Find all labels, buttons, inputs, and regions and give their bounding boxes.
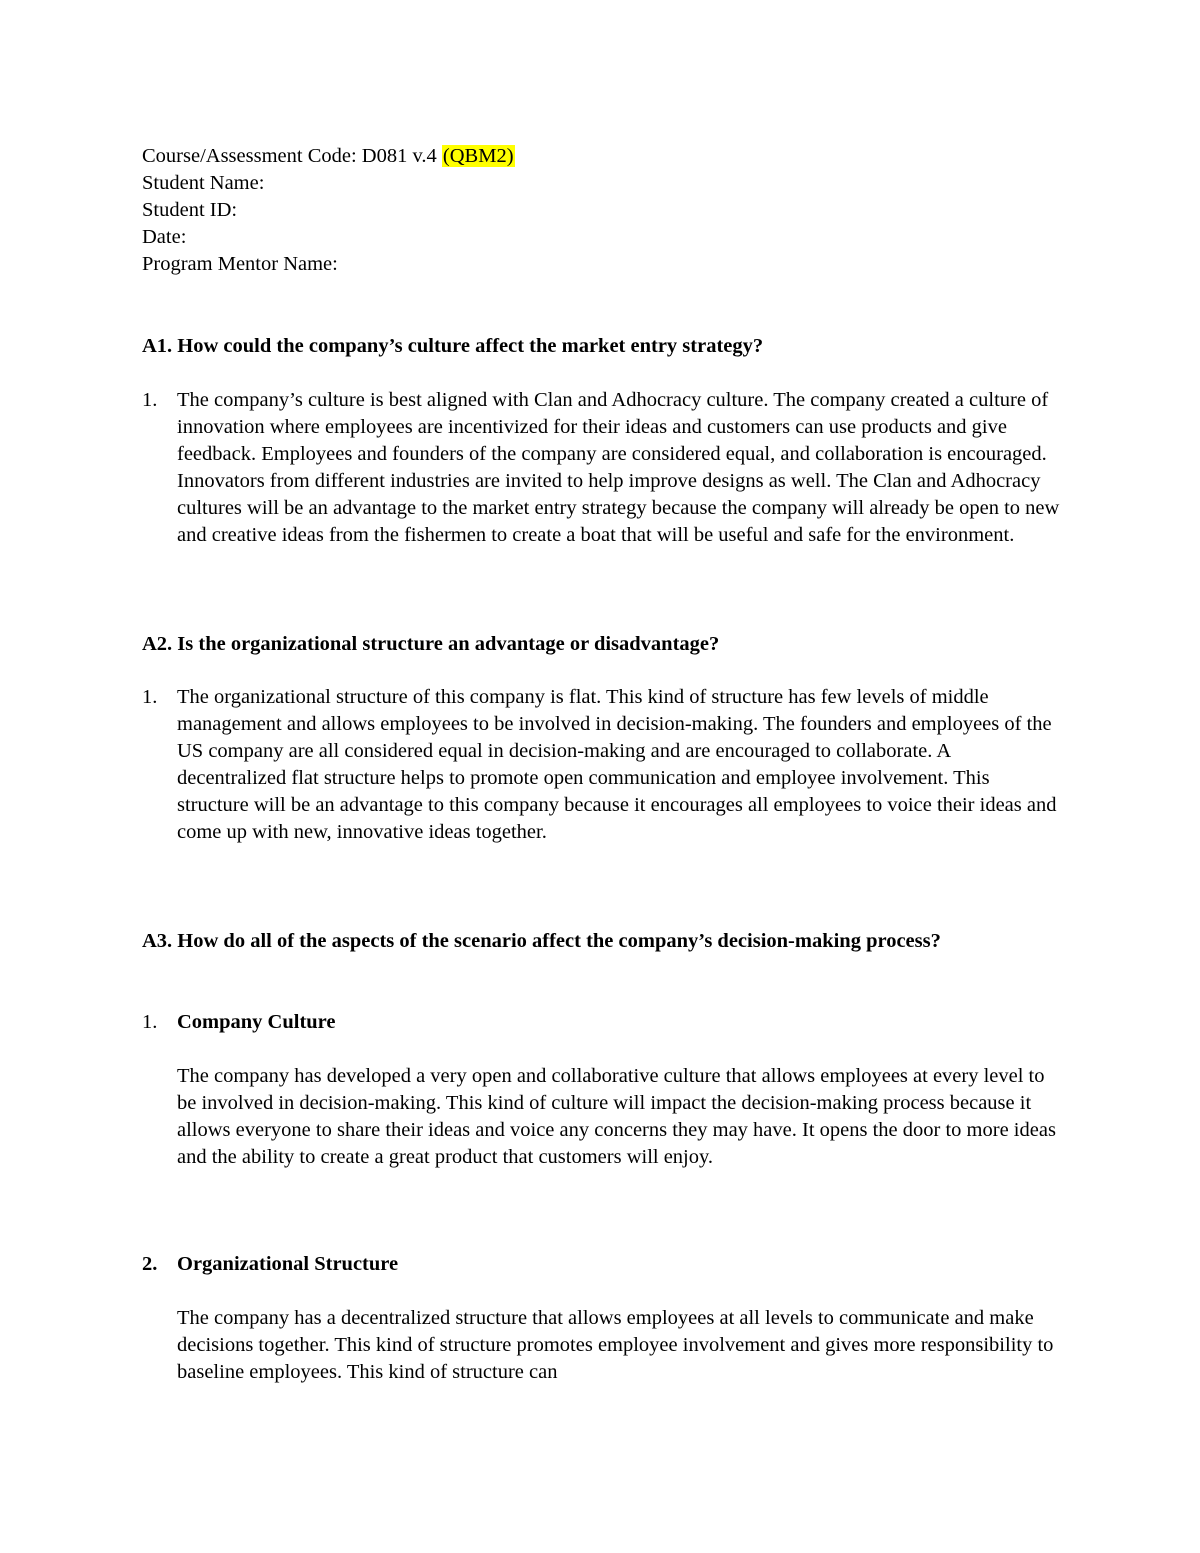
list-number: 1. [142,1011,158,1033]
subheading-organizational-structure: Organizational Structure [177,1253,399,1275]
course-code-line [142,143,1042,170]
list-number: 1. [142,389,158,411]
list-number: 1. [142,686,158,708]
document-header [142,143,1042,278]
program-mentor-field: Program Mentor Name: [142,253,338,275]
question-a1: A1. How could the company’s culture affect the market entry strategy? [142,335,764,357]
question-a3: A3. How do all of the aspects of the scenario affect the company’s decision-making process? [142,930,941,952]
subheading-company-culture: Company Culture [177,1011,336,1033]
organizational-structure-text: The company has a decentralized structure that allows employees at all levels to communicate and make decisions together. This kind of structure promotes employee involvement and gives more responsibility to baseline employees. This kind of structure can [177,1307,1054,1383]
a3-item-organizational-structure [142,1251,1062,1386]
date-field: Date: [142,226,187,248]
course-code-highlight: (QBM2) [442,145,514,167]
course-code-label: Course/Assessment Code: D081 v.4 [142,145,442,167]
answer-a1 [142,387,1062,549]
question-a2: A2. Is the organizational structure an advantage or disadvantage? [142,633,720,655]
student-id-field: Student ID: [142,199,238,221]
answer-a1-text: The company’s culture is best aligned with Clan and Adhocracy culture. The company created a culture of innovation where employees are incentivized for their ideas and customers can use products and give feedback. Employees and founders of the company are considered equal, and collaboration is encouraged. Innovators from different industries are invited to help improve designs as well. The Clan and Adhocracy cultures will be an advantage to the market entry strategy because the company will already be open to new and creative ideas from the fishermen to create a boat that will be useful and safe for the environment. [177,389,1060,546]
list-number: 2. [142,1253,158,1275]
student-name-field: Student Name: [142,172,265,194]
company-culture-text: The company has developed a very open and collaborative culture that allows employees at every level to be involved in decision-making. This kind of culture will impact the decision-making process because it allows everyone to share their ideas and voice any concerns they may have. It opens the door to more ideas and the ability to create a great product that customers will enjoy. [177,1065,1056,1168]
answer-a2-text: The organizational structure of this company is flat. This kind of structure has few levels of middle management and allows employees to be involved in decision-making. The founders and employees of the US company are all considered equal in decision-making and are encouraged to collaborate. A decentralized flat structure helps to promote open communication and employee involvement. This structure will be an advantage to this company because it encourages all employees to voice their ideas and come up with new, innovative ideas together. [177,686,1057,843]
answer-a2 [142,684,1062,846]
a3-item-company-culture [142,1009,1062,1171]
